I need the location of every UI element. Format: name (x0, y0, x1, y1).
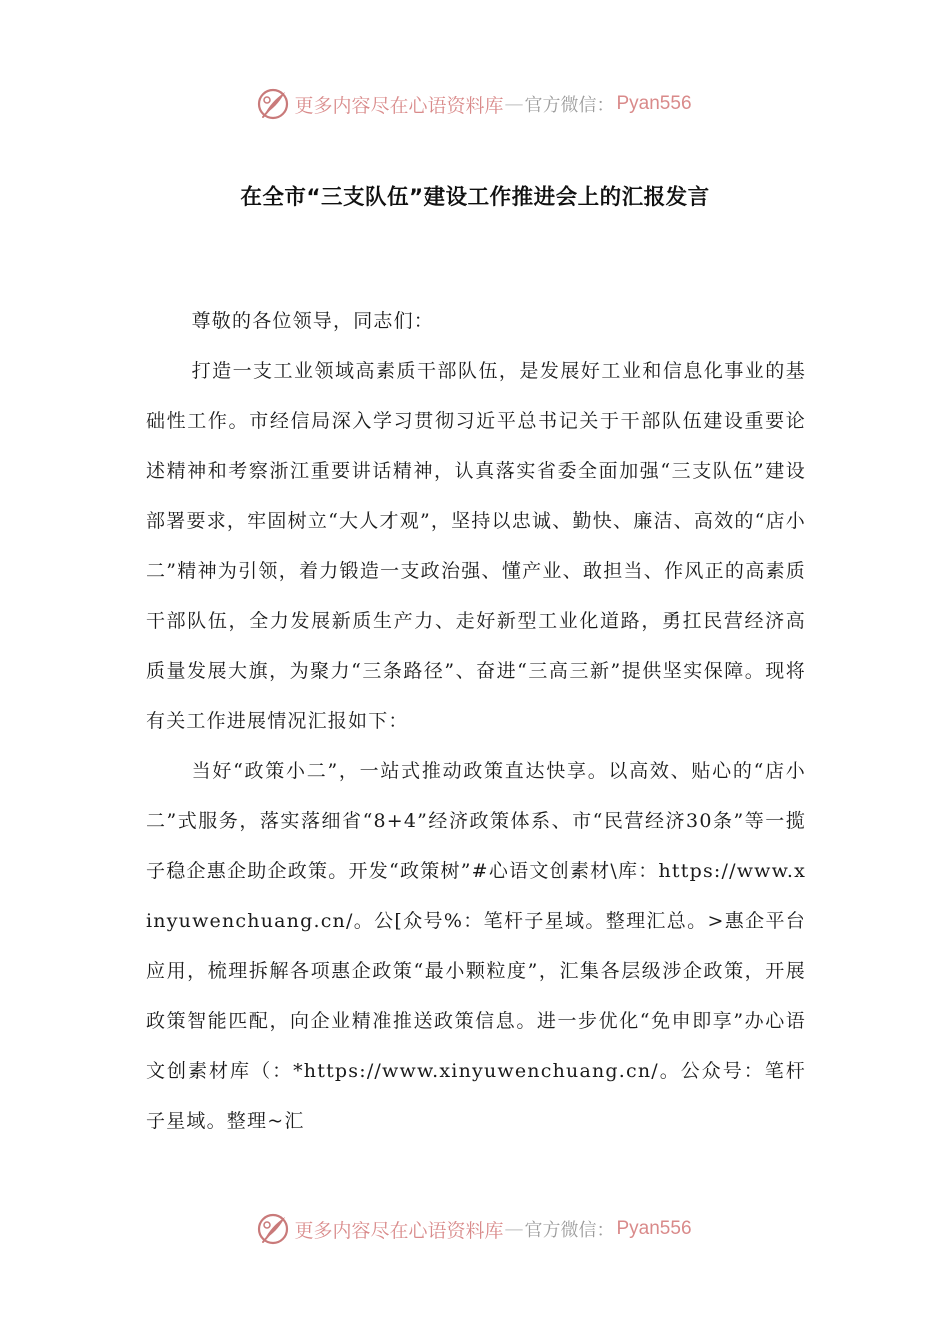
banner-account: Pyan556 (616, 93, 692, 114)
quill-logo-icon (256, 87, 290, 121)
footer-banner (0, 1209, 950, 1249)
banner-sub-text: 官方微信： (524, 1220, 615, 1241)
banner-sub-text: 官方微信： (524, 95, 615, 116)
paragraph-intro: 打造一支工业领域高素质干部队伍，是发展好工业和信息化事业的基础性工作。市经信局深入学习贯彻习近平总书记关于干部队伍建设重要论述精神和考察浙江重要讲话精神，认真落实省委全面加强“三支队伍”建设部署要求，牢固树立“大人才观”，坚持以忠诚、勤快、廉洁、高效的“店小二”精神为引领，着力锻造一支政治强、懂产业、敢担当、作风正的高素质干部队伍，全力发展新质生产力、走好新型工业化道路，勇扛民营经济高质量发展大旗，为聚力“三条路径”、奋进“三高三新”提供坚实保障。现将有关工作进展情况汇报如下： (146, 360, 806, 732)
quill-logo-icon (256, 1212, 290, 1246)
header-banner (0, 84, 950, 124)
paragraph-greeting: 尊敬的各位领导，同志们： (191, 310, 434, 332)
paragraph-policy: 当好“政策小二”，一站式推动政策直达快享。以高效、贴心的“店小二”式服务，落实落细省“8+4”经济政策体系、市“民营经济30条”等一揽子稳企惠企助企政策。开发“政策树”#心语文创素材\库：https://www.xinyuwenchuang.cn/。公[众号%：笔杆子星域。整理汇总。>惠企平台应用，梳理拆解各项惠企政策“最小颗粒度”，汇集各层级涉企政策，开展政策智能匹配，向企业精准推送政策信息。进一步优化“免申即享”办心语文创素材库（：*https://www.xinyuwenchuang.cn/。公众号：笔杆子星域。整理~汇 (146, 760, 806, 1132)
footer-banner-inner (256, 1212, 691, 1246)
header-banner-inner (256, 87, 691, 121)
banner-main-text: 更多内容尽在心语资料库 (294, 94, 504, 117)
document-title: 在全市“三支队伍”建设工作推进会上的汇报发言 (240, 185, 710, 210)
banner-account: Pyan556 (616, 1218, 692, 1239)
banner-dash: — (504, 93, 524, 115)
banner-dash: — (504, 1218, 524, 1240)
document-body (146, 296, 806, 1146)
banner-main-text: 更多内容尽在心语资料库 (294, 1219, 504, 1242)
